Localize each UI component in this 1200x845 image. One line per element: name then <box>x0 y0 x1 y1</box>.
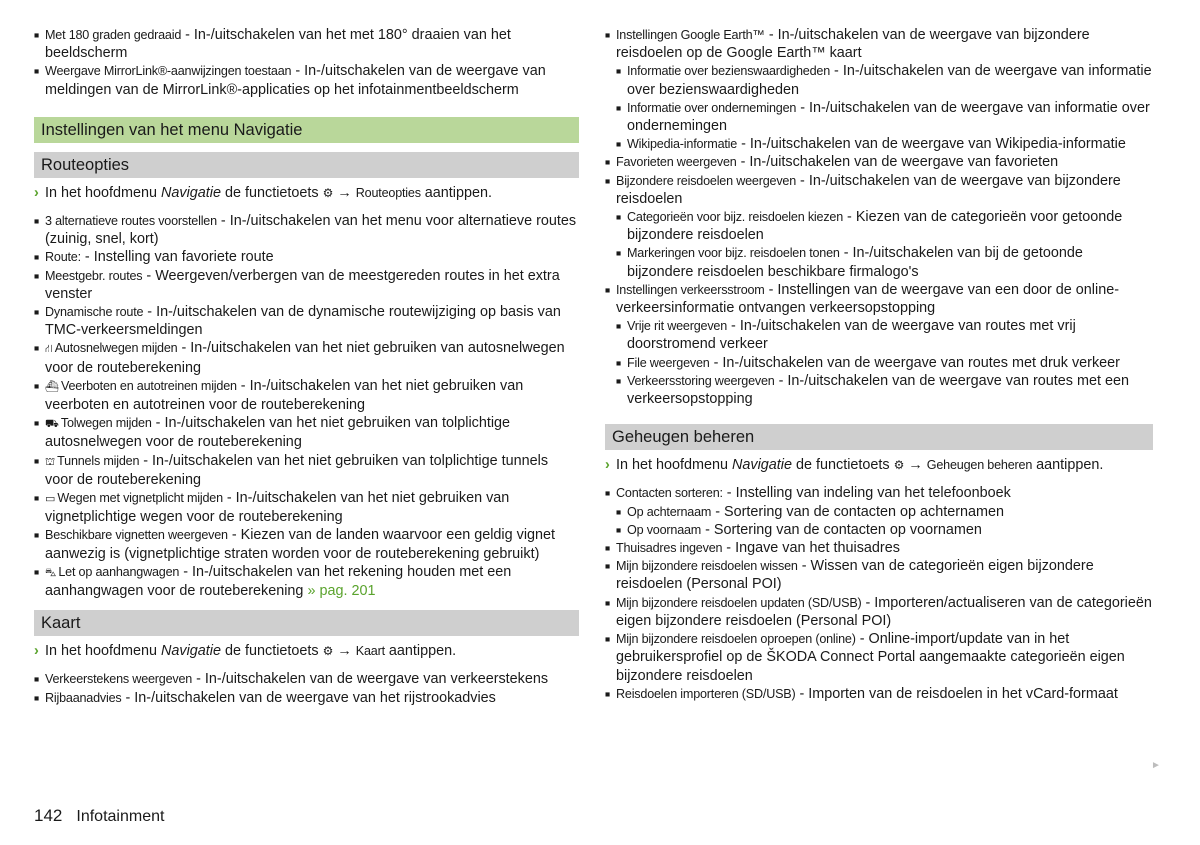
option-key: Instellingen verkeersstroom <box>616 282 765 297</box>
option-key: Route: <box>45 250 81 265</box>
option-key: Bijzondere reisdoelen weergeven <box>616 173 797 188</box>
section-name: Infotainment <box>76 808 165 825</box>
option-text: - In-/uitschakelen van het menu voor alternatieve routes (zuinig, snel, kort) <box>45 213 577 248</box>
option-text: - Instelling van indeling van het telefoonboek <box>722 485 1011 502</box>
option-text: - Instelling van favoriete route <box>80 249 274 266</box>
memory-options-list <box>605 484 1153 702</box>
arrow-icon: › <box>34 184 39 201</box>
route-option-item <box>34 489 579 526</box>
option-icon: ⛙ <box>45 343 53 356</box>
option-icon: ⛫ <box>45 455 56 468</box>
map-instruction: › In het hoofdmenu Navigatie de functietoets ⚙ → Kaart aantippen. <box>34 643 457 660</box>
option-key: Informatie over ondernemingen <box>627 100 797 115</box>
option-text: - In-/uitschakelen van het niet gebruiken van tolplichtige tunnels voor de routeberekening <box>45 452 549 488</box>
option-text: - Weergeven/verbergen van de meestgereden routes in het extra venster <box>45 267 560 302</box>
map-detail-item <box>605 281 1153 317</box>
option-key: Vrije rit weergeven <box>627 319 728 334</box>
option-text: - In-/uitschakelen van het niet gebruiken van autosnelwegen voor de routeberekening <box>45 340 565 376</box>
option-text: - In-/uitschakelen van het met 180° draaien van het beeldscherm <box>45 27 511 62</box>
option-text: - In-/uitschakelen van het niet gebruiken van tolplichtige autosnelwegen voor de routeberekening <box>45 415 511 451</box>
option-key: Autosnelwegen mijden <box>54 341 178 356</box>
memory-option-item <box>605 557 1153 593</box>
option-text: - Importeren/actualiseren van de categorieën eigen bijzondere reisdoelen (Personal POI) <box>616 594 1152 629</box>
option-key: Verkeerstekens weergeven <box>45 672 193 687</box>
option-key: 3 alternatieve routes voorstellen <box>45 214 217 229</box>
intro-item <box>34 26 579 62</box>
option-key: Informatie over bezienswaardigheden <box>627 64 831 79</box>
route-option-item <box>34 248 579 266</box>
route-option-item <box>34 563 579 600</box>
option-key: Meestgebr. routes <box>45 268 143 283</box>
arrow-icon: › <box>605 457 610 474</box>
option-key: Mijn bijzondere reisdoelen updaten (SD/USB) <box>616 595 862 610</box>
option-text: - Instellingen van de weergave van een door de online-verkeersinformatie ontvangen verkeersopstopping <box>616 281 1119 317</box>
option-text: - In-/uitschakelen van de weergave van favorieten <box>736 154 1059 171</box>
map-menu-key: Kaart <box>355 644 385 659</box>
option-key: Let op aanhangwagen <box>58 564 180 579</box>
page-footer <box>34 806 164 826</box>
map-option-item <box>34 689 579 707</box>
gear-icon: ⚙ <box>322 644 334 659</box>
gear-icon: ⚙ <box>893 458 905 473</box>
option-text: - In-/uitschakelen van de weergave van routes met een verkeersopstopping <box>627 372 1129 408</box>
next-page-icon: ► <box>1151 760 1161 771</box>
page-link[interactable]: » pag. 201 <box>307 583 376 600</box>
map-detail-item <box>605 172 1153 208</box>
option-key: Beschikbare vignetten weergeven <box>45 528 228 543</box>
option-text: - In-/uitschakelen van de weergave van verkeerstekens <box>192 671 549 688</box>
memory-option-item <box>616 503 1153 521</box>
map-options-list <box>34 670 579 706</box>
option-text: - In-/uitschakelen van de weergave van meldingen van de MirrorLink®-applicaties op het infotainmentbeeldscherm <box>45 63 546 98</box>
option-key: File weergeven <box>627 355 710 370</box>
route-options-list <box>34 212 579 600</box>
left-column <box>34 26 579 707</box>
option-text: - In-/uitschakelen van de weergave van bijzondere reisdoelen op de Google Earth™ kaart <box>616 27 1090 62</box>
option-key: Wegen met vignetplicht mijden <box>57 491 223 506</box>
option-text: - Wissen van de categorieën eigen bijzondere reisdoelen (Personal POI) <box>616 558 1094 593</box>
option-key: Tunnels mijden <box>57 453 140 468</box>
option-text: - In-/uitschakelen van het rekening houden met een aanhangwagen voor de routeberekening <box>45 563 512 600</box>
map-detail-item <box>616 372 1153 408</box>
route-instruction: › In het hoofdmenu Navigatie de functietoets ⚙ → Routeopties aantippen. <box>34 184 493 201</box>
section-title: Instellingen van het menu Navigatie <box>34 117 579 143</box>
route-option-item <box>34 414 579 451</box>
route-menu-key: Routeopties <box>355 185 421 200</box>
memory-instruction: › In het hoofdmenu Navigatie de functietoets ⚙ → Geheugen beheren aantippen. <box>605 457 1104 474</box>
option-text: - In-/uitschakelen van de weergave van routes met vrij doorstromend verkeer <box>627 318 1076 353</box>
memory-option-item <box>616 521 1153 539</box>
memory-option-item <box>605 630 1153 685</box>
memory-menu-key: Geheugen beheren <box>926 458 1033 473</box>
map-detail-item <box>605 153 1153 171</box>
map-detail-item <box>616 317 1153 353</box>
option-text: - In-/uitschakelen van bij de getoonde bijzondere reisdoelen beschikbare firmalogo's <box>627 245 1083 280</box>
option-key: Dynamische route <box>45 305 144 320</box>
map-detail-list <box>605 26 1153 408</box>
memory-option-item <box>605 594 1153 630</box>
map-detail-item <box>616 208 1153 244</box>
option-text: - Kiezen van de landen waarvoor een geldig vignet aanwezig is (vignetplichtige straten worden voor de routeberekening gebruikt) <box>45 527 556 562</box>
option-key: Favorieten weergeven <box>616 155 737 170</box>
option-text: - In-/uitschakelen van de weergave van bijzondere reisdoelen <box>616 172 1121 207</box>
option-icon: ⛍ <box>45 566 57 579</box>
gear-icon: ⚙ <box>322 185 334 200</box>
option-key: Op achternaam <box>627 504 712 519</box>
route-option-item <box>34 303 579 339</box>
memory-option-item <box>605 539 1153 557</box>
option-key: Verkeersstoring weergeven <box>627 373 775 388</box>
option-key: Contacten sorteren: <box>616 486 723 501</box>
option-key: Mijn bijzondere reisdoelen oproepen (online) <box>616 632 856 647</box>
option-text: - In-/uitschakelen van de weergave van informatie over ondernemingen <box>627 99 1150 135</box>
route-option-item <box>34 377 579 414</box>
option-key: Categorieën voor bijz. reisdoelen kiezen <box>627 210 844 225</box>
option-text: - Ingave van het thuisadres <box>722 540 900 557</box>
option-key: Weergave MirrorLink®-aanwijzingen toestaan <box>45 64 292 79</box>
route-option-item <box>34 212 579 248</box>
option-key: Reisdoelen importeren (SD/USB) <box>616 686 796 701</box>
map-detail-item <box>616 62 1153 98</box>
map-detail-item <box>616 99 1153 135</box>
option-key: Met 180 graden gedraaid <box>45 28 182 42</box>
memory-option-item <box>605 484 1153 502</box>
option-text: - In-/uitschakelen van de weergave van routes met druk verkeer <box>709 354 1120 371</box>
intro-item <box>34 62 579 98</box>
option-key: Thuisadres ingeven <box>616 541 723 556</box>
option-text: - Kiezen van de categorieën voor getoonde bijzondere reisdoelen <box>627 209 1123 244</box>
memory-option-item <box>605 685 1153 703</box>
option-key: Veerboten en autotreinen mijden <box>60 378 237 393</box>
page-number: 142 <box>34 806 63 825</box>
map-detail-item <box>605 26 1153 62</box>
option-key: Mijn bijzondere reisdoelen wissen <box>616 559 798 574</box>
option-text: - In-/uitschakelen van het niet gebruiken van vignetplichtige wegen voor de routeberekening <box>45 490 510 526</box>
route-option-item <box>34 452 579 489</box>
option-key: Rijbaanadvies <box>45 690 122 705</box>
option-text: - In-/uitschakelen van het niet gebruiken van veerboten en autotreinen voor de routeberekening <box>45 377 524 414</box>
route-option-item <box>34 267 579 303</box>
right-column <box>605 26 1153 703</box>
memory-heading: Geheugen beheren <box>605 424 1153 450</box>
option-icon: ⛟ <box>45 418 59 431</box>
option-text: - Sortering van de contacten op achternamen <box>711 503 1005 520</box>
map-heading: Kaart <box>34 610 579 636</box>
map-option-item <box>34 670 579 688</box>
left-intro-list <box>34 26 579 99</box>
route-option-item <box>34 339 579 376</box>
option-icon: ▭ <box>45 493 56 506</box>
option-text: - In-/uitschakelen van de weergave van informatie over bezienswaardigheden <box>627 63 1152 98</box>
map-detail-item <box>616 354 1153 372</box>
option-key: Tolwegen mijden <box>60 416 152 431</box>
route-heading: Routeopties <box>34 152 579 178</box>
option-icon: ⛴ <box>45 380 59 393</box>
arrow-icon: › <box>34 643 39 660</box>
option-text: - Importen van de reisdoelen in het vCard-formaat <box>795 685 1118 702</box>
option-key: Op voornaam <box>627 522 702 537</box>
option-text: - Sortering van de contacten op voornamen <box>701 521 982 538</box>
option-text: - In-/uitschakelen van de dynamische routewijziging op basis van TMC-verkeersmeldingen <box>45 304 561 339</box>
map-detail-item <box>616 135 1153 153</box>
option-key: Markeringen voor bijz. reisdoelen tonen <box>627 246 840 261</box>
option-key: Wikipedia-informatie <box>627 137 738 152</box>
option-text: - Online-import/update van in het gebruikersprofiel op de ŠKODA Connect Portal aangemaakte categorieën eigen bijzondere reisdoelen <box>616 631 1125 684</box>
map-detail-item <box>616 244 1153 280</box>
option-text: - In-/uitschakelen van de weergave van het rijstrookadvies <box>121 689 496 706</box>
option-key: Instellingen Google Earth™ <box>616 28 765 42</box>
option-text: - In-/uitschakelen van de weergave van Wikipedia-informatie <box>737 136 1126 153</box>
route-option-item <box>34 526 579 562</box>
